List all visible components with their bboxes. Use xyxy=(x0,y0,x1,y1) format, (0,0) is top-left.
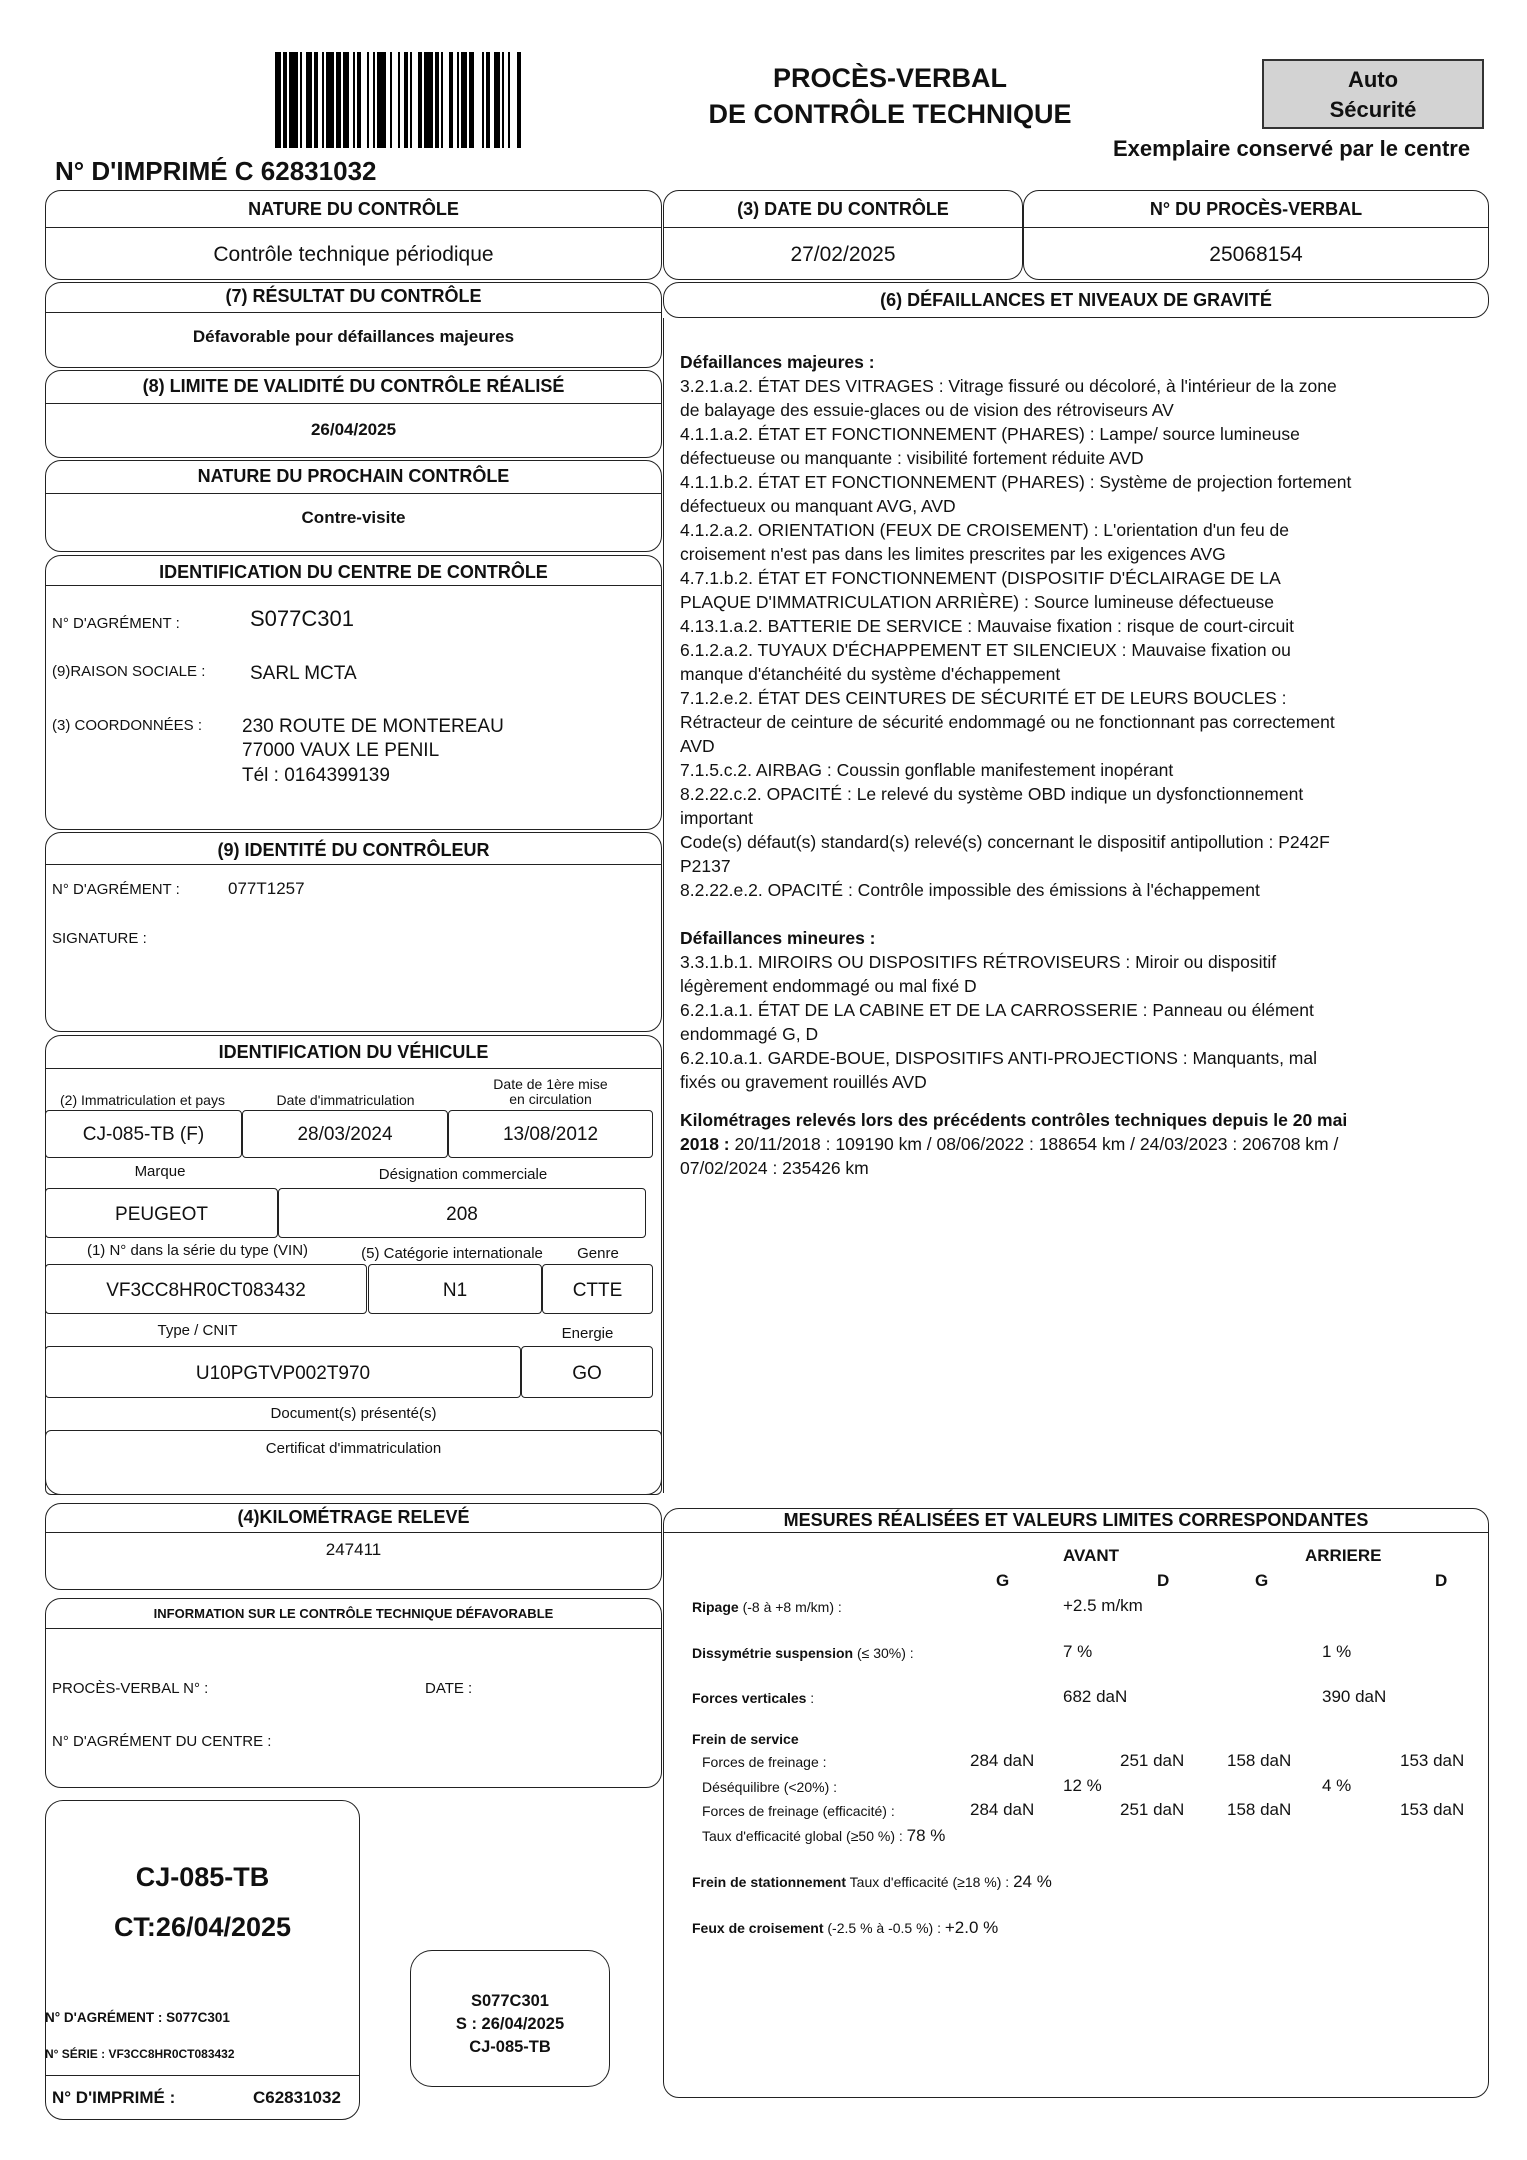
avant-g-header: G xyxy=(996,1571,1010,1590)
signature-label: SIGNATURE : xyxy=(52,930,147,947)
copy-note: Exemplaire conservé par le centre xyxy=(1113,136,1471,161)
docs-value: Certificat d'immatriculation xyxy=(265,1440,442,1457)
stationnement-limit: Taux d'efficacité (≥18 %) : xyxy=(846,1874,1010,1890)
small-sticker-line-3: CJ-085-TB xyxy=(469,2038,551,2056)
docs-label: Document(s) présenté(s) xyxy=(270,1405,437,1422)
defaillance-line: 6.1.2.a.2. TUYAUX D'ÉCHAPPEMENT ET SILENCIEUX : Mauvaise fixation ou xyxy=(680,640,1291,660)
taux-value: 78 % xyxy=(906,1826,946,1845)
defaillance-line: de balayage des essuie-glaces ou de vision des rétroviseurs AV xyxy=(680,400,1174,420)
next-value: Contre-visite xyxy=(301,508,406,527)
avant-d-header: D xyxy=(1157,1571,1170,1590)
controleur-agrement-value: 077T1257 xyxy=(228,879,305,898)
centre-coord-label: (3) COORDONNÉES : xyxy=(52,717,203,734)
energie-value: GO xyxy=(572,1363,602,1384)
centre-raison-label: (9)RAISON SOCIALE : xyxy=(52,663,206,680)
defaillance-line: 8.2.22.c.2. OPACITÉ : Le relevé du système OBD indique un dysfonctionnement xyxy=(680,784,1304,804)
defaillance-line: AVD xyxy=(680,736,715,756)
type-value: U10PGTVP002T970 xyxy=(195,1363,371,1384)
date-value: 27/02/2025 xyxy=(790,243,896,266)
controleur-label: (9) IDENTITÉ DU CONTRÔLEUR xyxy=(217,840,490,860)
info-date-label: DATE : xyxy=(425,1680,473,1697)
defaillance-line: manque d'étanchéité du système d'échappement xyxy=(680,664,1061,684)
ffe-ard-value: 153 daN xyxy=(1400,1800,1465,1819)
mineures-title: Défaillances mineures : xyxy=(680,928,876,948)
page-title xyxy=(680,60,1100,132)
deseq-ar-value: 4 % xyxy=(1322,1776,1352,1795)
mesures-label: MESURES RÉALISÉES ET VALEURS LIMITES CORRESPONDANTES xyxy=(783,1510,1369,1530)
pv-label: N° DU PROCÈS-VERBAL xyxy=(1149,199,1363,219)
validity-label: (8) LIMITE DE VALIDITÉ DU CONTRÔLE RÉALISÉ xyxy=(142,376,565,396)
vin-label: (1) N° dans la série du type (VIN) xyxy=(86,1242,309,1259)
stationnement-label xyxy=(692,1872,1052,1892)
forces-v-label xyxy=(692,1690,814,1706)
forces-v-ar-value: 390 daN xyxy=(1322,1687,1387,1706)
defaillance-line: Code(s) défaut(s) standard(s) relevé(s) concernant le dispositif antipollution : P242F xyxy=(680,832,1330,852)
result-label: (7) RÉSULTAT DU CONTRÔLE xyxy=(225,286,482,306)
network-line-2: Sécurité xyxy=(1329,97,1417,122)
ripage-limit: (-8 à +8 m/km) : xyxy=(738,1599,842,1615)
nature-label: NATURE DU CONTRÔLE xyxy=(248,199,459,219)
marque-label: Marque xyxy=(134,1163,186,1180)
date-label: (3) DATE DU CONTRÔLE xyxy=(737,199,949,219)
categorie-value: N1 xyxy=(442,1280,468,1301)
dissy-ar-value: 1 % xyxy=(1322,1642,1352,1661)
centre-box xyxy=(45,555,662,830)
taux-label xyxy=(702,1826,945,1846)
ff-avd-value: 251 daN xyxy=(1120,1751,1185,1770)
date-1ere-label xyxy=(448,1077,653,1107)
small-sticker-line-1: S077C301 xyxy=(471,1992,549,2010)
designation-value: 208 xyxy=(446,1204,478,1225)
defaillance-line: 7.1.2.e.2. ÉTAT DES CEINTURES DE SÉCURITÉ ET DE LEURS BOUCLES : xyxy=(680,688,1287,708)
defaillance-line: 4.1.1.b.2. ÉTAT ET FONCTIONNEMENT (PHARES) : Système de projection fortement xyxy=(680,472,1352,492)
majeures-list xyxy=(680,374,1480,902)
sticker-serie: N° SÉRIE : VF3CC8HR0CT083432 xyxy=(45,2047,235,2061)
nature-value: Contrôle technique périodique xyxy=(213,243,494,266)
date-immat-label: Date d'immatriculation xyxy=(276,1092,415,1108)
result-value: Défavorable pour défaillances majeures xyxy=(192,327,515,346)
defaillance-line: fixés ou gravement rouillés AVD xyxy=(680,1072,927,1092)
centre-coord-line-1: 230 ROUTE DE MONTEREAU xyxy=(242,716,504,737)
stationnement-title: Frein de stationnement xyxy=(692,1874,847,1890)
defaillance-line: Rétracteur de ceinture de sécurité endommagé ou ne fonctionnant pas correctement xyxy=(680,712,1335,732)
defaillance-line: 3.3.1.b.1. MIROIRS OU DISPOSITIFS RÉTROVISEURS : Miroir ou dispositif xyxy=(680,952,1277,972)
defaillance-line: 6.2.1.a.1. ÉTAT DE LA CABINE ET DE LA CARROSSERIE : Panneau ou élément xyxy=(680,1000,1314,1020)
ff-ard-value: 153 daN xyxy=(1400,1751,1465,1770)
km-history-line-3: 07/02/2024 : 235426 km xyxy=(680,1158,869,1178)
feux-title: Feux de croisement xyxy=(692,1920,824,1936)
feux-value: +2.0 % xyxy=(944,1918,999,1937)
forces-v-title: Forces verticales xyxy=(692,1690,807,1706)
date-1ere-label-line-2: en circulation xyxy=(509,1091,592,1107)
centre-coord-line-3: Tél : 0164399139 xyxy=(242,765,390,786)
ripage-value: +2.5 m/km xyxy=(1063,1596,1143,1615)
sticker-plate: CJ-085-TB xyxy=(135,1862,270,1892)
frein-service-label: Frein de service xyxy=(692,1731,799,1747)
centre-raison-value: SARL MCTA xyxy=(250,663,357,684)
km-history-line-2 xyxy=(680,1132,1480,1156)
deseq-label: Déséquilibre (<20%) : xyxy=(702,1779,838,1795)
defaillance-line: 4.1.1.a.2. ÉTAT ET FONCTIONNEMENT (PHARES) : Lampe/ source lumineuse xyxy=(680,424,1300,444)
defaillances-label: (6) DÉFAILLANCES ET NIVEAUX DE GRAVITÉ xyxy=(880,290,1272,310)
vin-value: VF3CC8HR0CT083432 xyxy=(106,1280,306,1301)
defaillance-line: croisement n'est pas dans les limites prescrites par les exigences AVG xyxy=(680,544,1226,564)
defaillance-line: 8.2.22.e.2. OPACITÉ : Contrôle impossible des émissions à l'échappement xyxy=(680,880,1260,900)
sticker-ct: CT:26/04/2025 xyxy=(113,1912,292,1942)
centre-label: IDENTIFICATION DU CENTRE DE CONTRÔLE xyxy=(159,562,548,582)
mineures-list xyxy=(680,950,1480,1094)
defaillance-line: PLAQUE D'IMMATRICULATION ARRIÈRE) : Source lumineuse défectueuse xyxy=(680,592,1275,612)
kilometrage-label: (4)KILOMÉTRAGE RELEVÉ xyxy=(237,1507,470,1527)
network-line-1: Auto xyxy=(1347,67,1399,92)
km-history-values: 20/11/2018 : 109190 km / 08/06/2022 : 188654 km / 24/03/2023 : 206708 km / xyxy=(729,1134,1339,1154)
defaillance-line: endommagé G, D xyxy=(680,1024,819,1044)
genre-value: CTTE xyxy=(572,1280,623,1301)
immat-label: (2) Immatriculation et pays xyxy=(60,1092,225,1108)
km-history-title: Kilométrages relevés lors des précédents contrôles techniques depuis le 20 mai xyxy=(680,1110,1348,1130)
ffe-avg-value: 284 daN xyxy=(970,1800,1035,1819)
centre-agrement-value: S077C301 xyxy=(250,606,354,631)
defaillance-line: 3.2.1.a.2. ÉTAT DES VITRAGES : Vitrage fissuré ou décoloré, à l'intérieur de la zone xyxy=(680,376,1337,396)
defaillance-line: défectueuse ou manquante : visibilité fortement réduite AVD xyxy=(680,448,1144,468)
centre-agrement-label: N° D'AGRÉMENT : xyxy=(52,615,180,632)
defaillance-line: 4.13.1.a.2. BATTERIE DE SERVICE : Mauvaise fixation : risque de court-circuit xyxy=(680,616,1295,636)
date-immat-value: 28/03/2024 xyxy=(297,1124,393,1145)
network-badge xyxy=(1262,59,1484,129)
forces-v-limit: : xyxy=(806,1690,815,1706)
designation-label: Désignation commerciale xyxy=(378,1166,548,1183)
defaillance-line: 7.1.5.c.2. AIRBAG : Coussin gonflable manifestement inopérant xyxy=(680,760,1174,780)
date-1ere-value: 13/08/2012 xyxy=(502,1124,599,1145)
defaillance-line: 6.2.10.a.1. GARDE-BOUE, DISPOSITIFS ANTI-PROJECTIONS : Manquants, mal xyxy=(680,1048,1317,1068)
sticker xyxy=(45,1800,360,2120)
stationnement-value: 24 % xyxy=(1013,1872,1052,1891)
printed-number: N° D'IMPRIMÉ C 62831032 xyxy=(55,156,377,186)
sticker-agrement: N° D'AGRÉMENT : S077C301 xyxy=(45,2010,230,2025)
majeures-title: Défaillances majeures : xyxy=(680,352,875,372)
immat-value: CJ-085-TB (F) xyxy=(82,1124,205,1145)
energie-label: Energie xyxy=(561,1325,614,1342)
centre-coord-line-2: 77000 VAUX LE PENIL xyxy=(242,740,440,761)
feux-label xyxy=(692,1918,998,1938)
defaillance-line: P2137 xyxy=(680,856,731,876)
barcode xyxy=(275,52,523,148)
defaillance-line: important xyxy=(680,808,753,828)
ff-arg-value: 158 daN xyxy=(1227,1751,1292,1770)
forces-freinage-label: Forces de freinage : xyxy=(702,1754,827,1770)
vehicule-label: IDENTIFICATION DU VÉHICULE xyxy=(218,1042,489,1062)
sticker-imprime-label: N° D'IMPRIMÉ : xyxy=(52,2088,176,2107)
small-sticker-line-2: S : 26/04/2025 xyxy=(455,2015,565,2033)
controleur-agrement-label: N° D'AGRÉMENT : xyxy=(52,881,180,898)
categorie-label: (5) Catégorie internationale xyxy=(361,1245,543,1262)
ripage-title: Ripage xyxy=(692,1599,739,1615)
km-history-year: 2018 : xyxy=(680,1134,730,1154)
dissy-av-value: 7 % xyxy=(1063,1642,1093,1661)
info-pv-label: PROCÈS-VERBAL N° : xyxy=(52,1680,209,1697)
page-title-line-1: PROCÈS-VERBAL xyxy=(772,63,1008,93)
type-label: Type / CNIT xyxy=(157,1322,238,1339)
forces-v-av-value: 682 daN xyxy=(1063,1687,1128,1706)
deseq-av-value: 12 % xyxy=(1063,1776,1102,1795)
date-1ere-label-line-1: Date de 1ère mise xyxy=(493,1076,608,1092)
dissy-label xyxy=(692,1645,914,1661)
dissy-limit: (≤ 30%) : xyxy=(853,1645,914,1661)
next-label: NATURE DU PROCHAIN CONTRÔLE xyxy=(197,466,510,486)
ripage-label xyxy=(692,1599,842,1615)
small-sticker-content xyxy=(410,1990,610,2059)
arriere-g-header: G xyxy=(1255,1571,1269,1590)
taux-title: Taux d'efficacité global (≥50 %) : xyxy=(702,1828,903,1844)
feux-limit: (-2.5 % à -0.5 %) : xyxy=(823,1920,941,1936)
avant-header: AVANT xyxy=(1063,1546,1120,1565)
kilometrage-value: 247411 xyxy=(325,1540,382,1559)
defaillance-line: défectueux ou manquant AVG, AVD xyxy=(680,496,956,516)
defaillance-line: 4.7.1.b.2. ÉTAT ET FONCTIONNEMENT (DISPOSITIF D'ÉCLAIRAGE DE LA xyxy=(680,568,1281,588)
ffe-arg-value: 158 daN xyxy=(1227,1800,1292,1819)
ff-avg-value: 284 daN xyxy=(970,1751,1035,1770)
info-agrement-label: N° D'AGRÉMENT DU CENTRE : xyxy=(52,1733,272,1750)
arriere-d-header: D xyxy=(1435,1571,1448,1590)
defaillance-line: légèrement endommagé ou mal fixé D xyxy=(680,976,977,996)
validity-value: 26/04/2025 xyxy=(310,420,397,439)
defaillances-body xyxy=(680,350,1480,1180)
genre-label: Genre xyxy=(577,1245,619,1262)
sticker-imprime-value: C62831032 xyxy=(253,2088,341,2107)
defaillance-line: 4.1.2.a.2. ORIENTATION (FEUX DE CROISEMENT) : L'orientation d'un feu de xyxy=(680,520,1290,540)
page-title-line-2: DE CONTRÔLE TECHNIQUE xyxy=(708,99,1072,129)
arriere-header: ARRIERE xyxy=(1305,1546,1382,1565)
marque-value: PEUGEOT xyxy=(115,1204,208,1225)
ffe-avd-value: 251 daN xyxy=(1120,1800,1185,1819)
pv-value: 25068154 xyxy=(1209,243,1303,266)
info-defavorable-label: INFORMATION SUR LE CONTRÔLE TECHNIQUE DÉFAVORABLE xyxy=(153,1606,554,1621)
dissy-title: Dissymétrie suspension xyxy=(692,1645,854,1661)
ffe-label: Forces de freinage (efficacité) : xyxy=(702,1803,895,1819)
